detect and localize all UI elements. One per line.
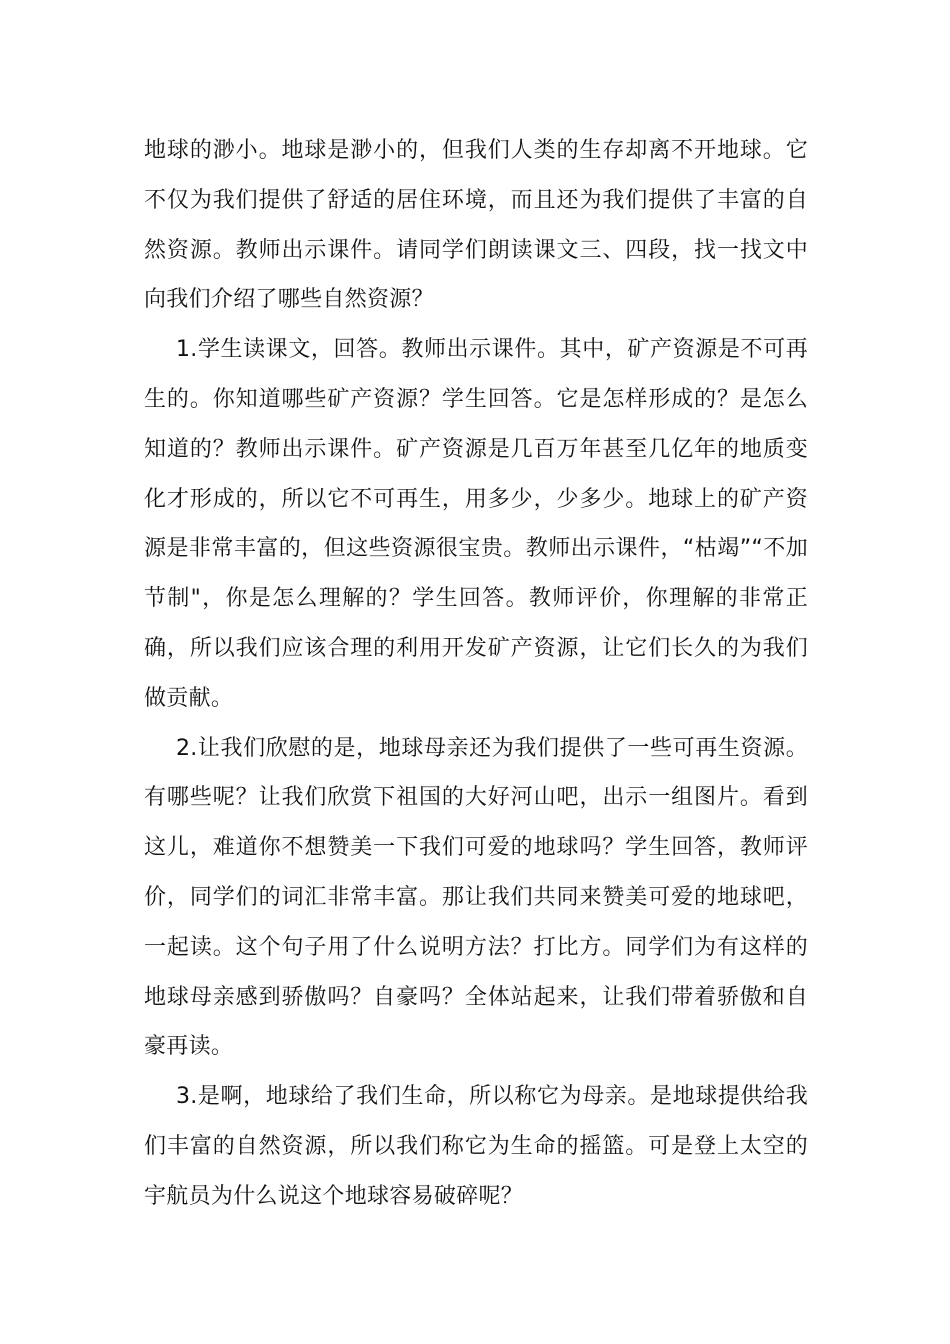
paragraph-3: 3.是啊，地球给了我们生命，所以称它为母亲。是地球提供给我们丰富的自然资源，所以我们称它为生命的摇篮。可是登上太空的宇航员为什么说这个地球容易破碎呢？	[144, 1084, 808, 1209]
paragraph-1: 1.学生读课文，回答。教师出示课件。其中，矿产资源是不可再生的。你知道哪些矿产资源？学生回答。它是怎样形成的？是怎么知道的？教师出示课件。矿产资源是几百万年甚至几亿年的地质变化才形成的，所以它不可再生，用多少，少多少。地球上的矿产资源是非常丰富的，但这些资源很宝贵。教师出示课件，“枯竭”“不加节制"，你是怎么理解的？学生回答。教师评价，你理解的非常正确，所以我们应该合理的利用开发矿产资源，让它们长久的为我们做贡献。	[144, 337, 808, 711]
paragraph-intro: 地球的渺小。地球是渺小的，但我们人类的生存却离不开地球。它不仅为我们提供了舒适的居住环境，而且还为我们提供了丰富的自然资源。教师出示课件。请同学们朗读课文三、四段，找一找文中向我们介绍了哪些自然资源？	[144, 138, 808, 313]
paragraph-2: 2.让我们欣慰的是，地球母亲还为我们提供了一些可再生资源。有哪些呢？让我们欣赏下祖国的大好河山吧，出示一组图片。看到这儿，难道你不想赞美一下我们可爱的地球吗？学生回答，教师评价，同学们的词汇非常丰富。那让我们共同来赞美可爱的地球吧，一起读。这个句子用了什么说明方法？打比方。同学们为有这样的地球母亲感到骄傲吗？自豪吗？全体站起来，让我们带着骄傲和自豪再读。	[144, 735, 808, 1060]
document-body	[144, 126, 808, 1222]
